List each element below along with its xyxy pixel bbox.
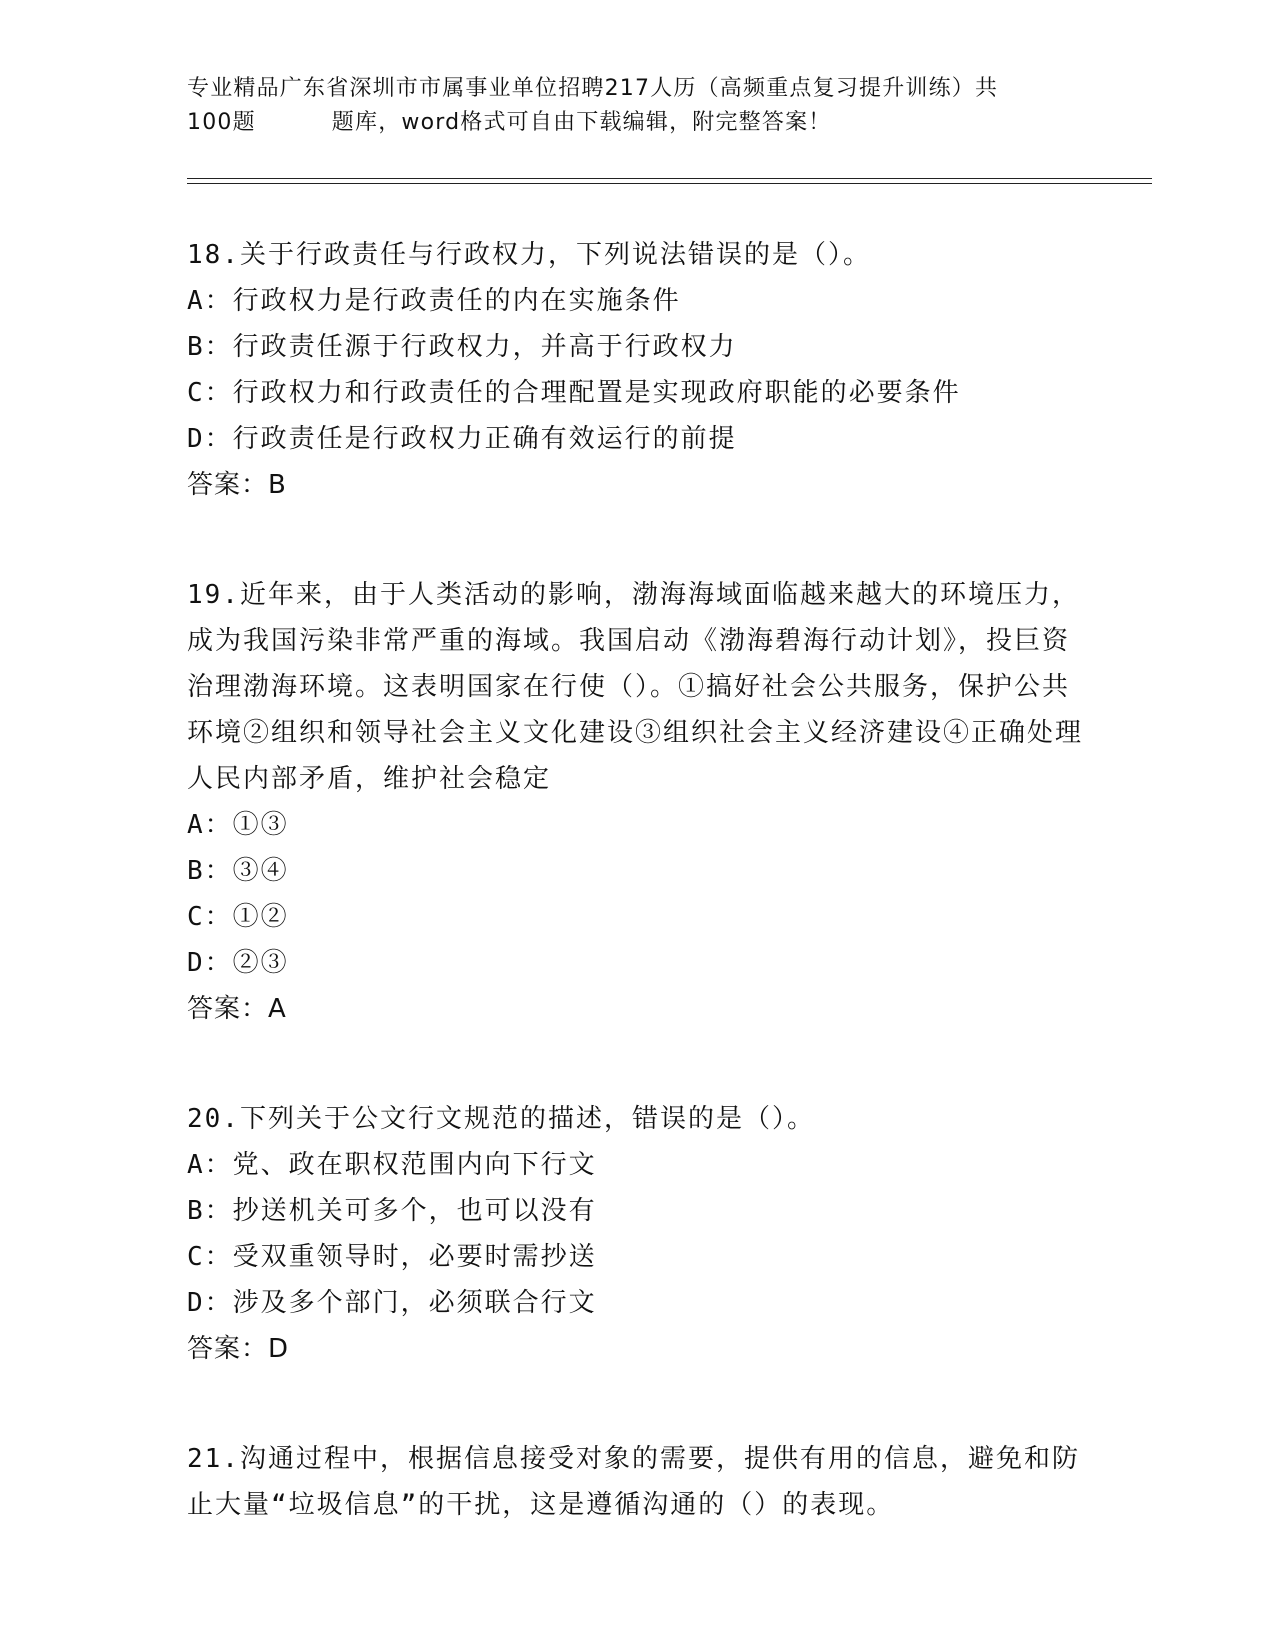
page-header xyxy=(187,72,1087,140)
option-c: C：行政权力和行政责任的合理配置是实现政府职能的必要条件 xyxy=(187,378,961,408)
header-question-count: 100题 xyxy=(187,110,256,135)
option-a: A：①③ xyxy=(187,810,289,840)
header-line-1: 专业精品广东省深圳市市属事业单位招聘217人历（高频重点复习提升训练）共 xyxy=(187,76,999,101)
option-d: D：涉及多个部门，必须联合行文 xyxy=(187,1288,597,1318)
header-description: 题库，word格式可自由下载编辑，附完整答案！ xyxy=(331,110,832,135)
question-21 xyxy=(187,1436,1087,1528)
option-b: B：抄送机关可多个，也可以没有 xyxy=(187,1196,597,1226)
header-divider-bottom xyxy=(187,183,1152,184)
question-20 xyxy=(187,1096,1087,1372)
option-d: D：行政责任是行政权力正确有效运行的前提 xyxy=(187,424,737,454)
question-text: 20.下列关于公文行文规范的描述，错误的是（）。 xyxy=(187,1104,815,1134)
option-a: A：行政权力是行政责任的内在实施条件 xyxy=(187,286,681,316)
question-list xyxy=(187,232,1087,1592)
question-text: 21.沟通过程中，根据信息接受对象的需要，提供有用的信息，避免和防止大量“垃圾信息”的干扰，这是遵循沟通的（）的表现。 xyxy=(187,1444,1080,1520)
question-19 xyxy=(187,572,1087,1032)
option-c: C：①② xyxy=(187,902,289,932)
answer: 答案：B xyxy=(187,470,287,500)
option-c: C：受双重领导时，必要时需抄送 xyxy=(187,1242,597,1272)
option-b: B：行政责任源于行政权力，并高于行政权力 xyxy=(187,332,737,362)
option-a: A：党、政在职权范围内向下行文 xyxy=(187,1150,597,1180)
header-divider-top xyxy=(187,178,1152,179)
option-d: D：②③ xyxy=(187,948,289,978)
answer: 答案：A xyxy=(187,994,287,1024)
answer: 答案：D xyxy=(187,1334,290,1364)
question-18 xyxy=(187,232,1087,508)
option-b: B：③④ xyxy=(187,856,289,886)
question-text: 19.近年来，由于人类活动的影响，渤海海域面临越来越大的环境压力，成为我国污染非常严重的海域。我国启动《渤海碧海行动计划》，投巨资治理渤海环境。这表明国家在行使（）。①搞好社会公共服务，保护公共环境②组织和领导社会主义文化建设③组织社会主义经济建设④正确处理人民内部矛盾，维护社会稳定 xyxy=(187,580,1084,794)
header-line-2 xyxy=(187,106,1087,140)
question-text: 18.关于行政责任与行政权力，下列说法错误的是（）。 xyxy=(187,240,871,270)
